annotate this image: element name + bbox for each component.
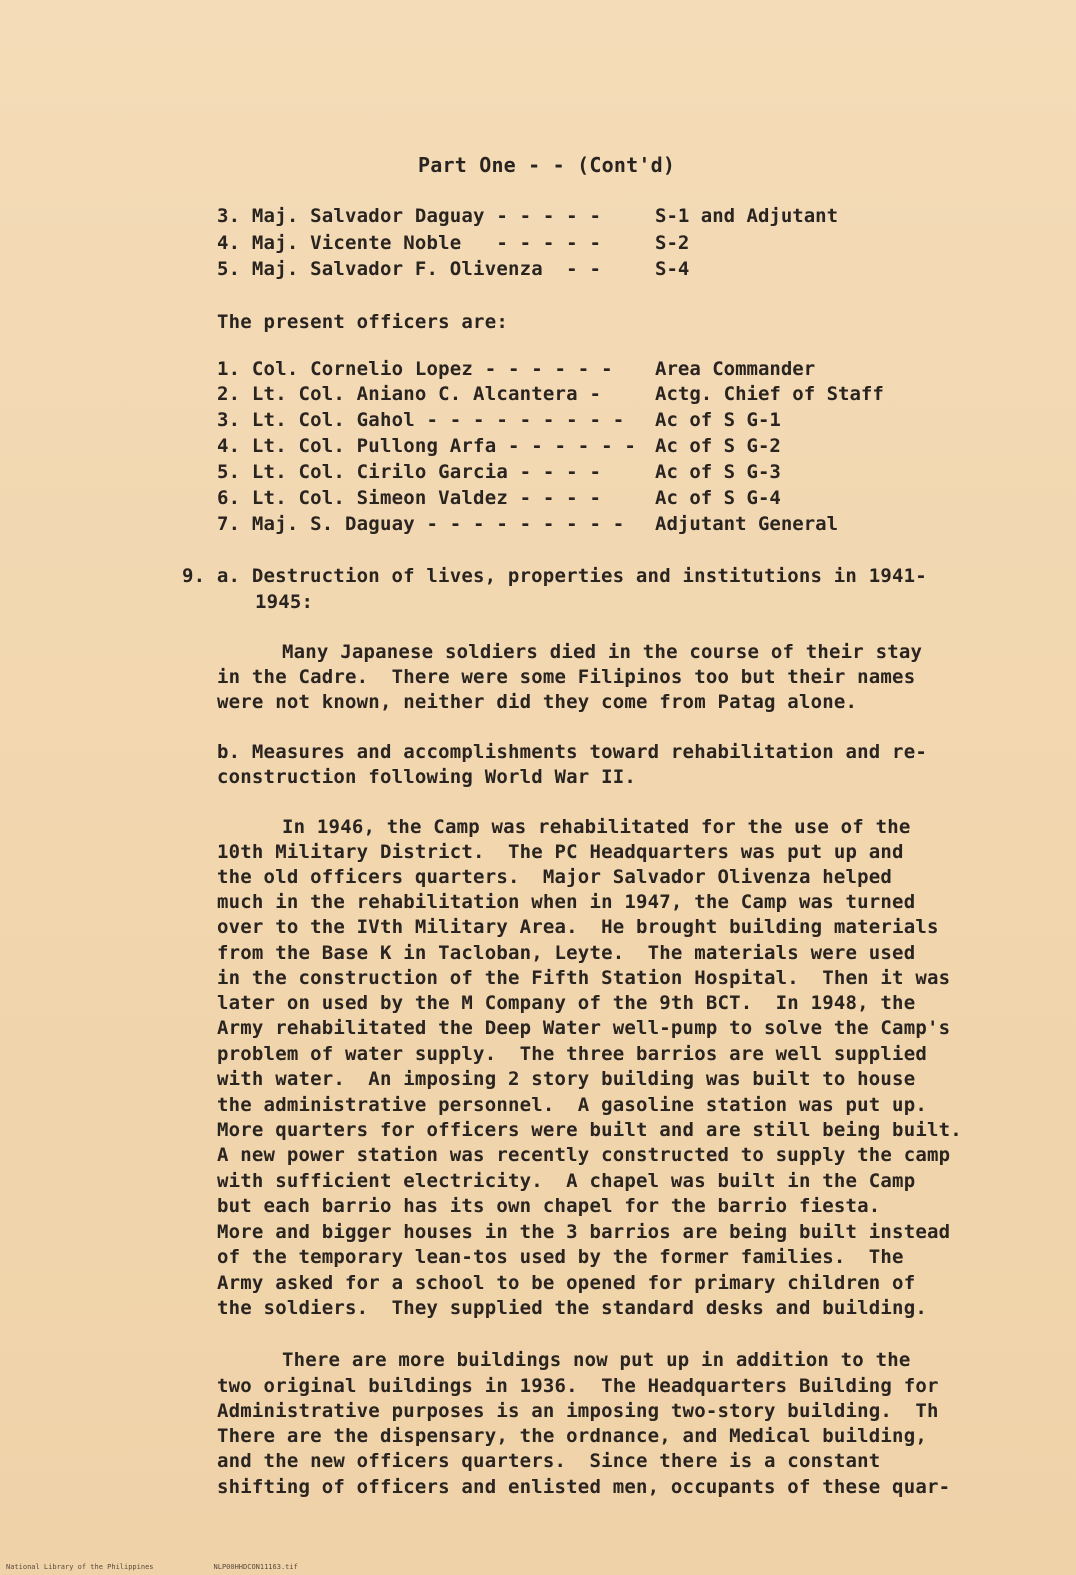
para-9b1-line: 10th Military District. The PC Headquarters was put up and [217,841,904,863]
present-officer-3-role: Ac of S G-1 [655,409,781,431]
prev-officer-4-role: S-2 [655,232,690,254]
present-officer-6-role: Ac of S G-4 [655,487,781,509]
para-9b1-line: of the temporary lean-tos used by the former families. The [217,1246,904,1268]
para-9b2-line: and the new officers quarters. Since there is a constant [217,1450,881,1472]
para-9b2-line: There are the dispensary, the ordnance, and Medical building, [217,1425,927,1447]
para-9b1-line: in the construction of the Fifth Station Hospital. Then it was [217,967,951,989]
para-9b1-line: Army rehabilitated the Deep Water well-pump to solve the Camp's [217,1017,951,1039]
para-9b1-line: the soldiers. They supplied the standard desks and building. [217,1297,927,1319]
present-officer-2: 2. Lt. Col. Aniano C. Alcantera - [217,383,602,405]
present-officer-7-role: Adjutant General [655,513,839,535]
present-officer-4: 4. Lt. Col. Pullong Arfa - - - - - - [217,435,637,457]
present-officer-1: 1. Col. Cornelio Lopez - - - - - - [217,358,613,380]
para-9b1-line: later on used by the M Company of the 9th BCT. In 1948, the [217,992,916,1014]
present-officer-1-role: Area Commander [655,358,816,380]
para-9b1-line: In 1946, the Camp was rehabilitated for the use of the [282,816,911,838]
prev-officer-5-role: S-4 [655,258,690,280]
para-9b1-line: with sufficient electricity. A chapel was built in the Camp [217,1170,916,1192]
section-9b-heading: b. Measures and accomplishments toward rehabilitation and re- [217,741,927,763]
section-9a-heading: 9. a. Destruction of lives, properties and institutions in 1941- [182,565,927,587]
prev-officer-5: 5. Maj. Salvador F. Olivenza - - [217,258,602,280]
footer-file: NLP00HHDCON11163.tif [213,1563,298,1571]
footer-library: National Library of the Philippines [6,1563,154,1571]
para-9a-line: in the Cadre. There were some Filipinos too but their names [217,666,916,688]
para-9b1-line: A new power station was recently constructed to supply the camp [217,1144,951,1166]
para-9b1-line: with water. An imposing 2 story building was built to house [217,1068,916,1090]
para-9b1-line: over to the IVth Military Area. He brought building materials [217,916,939,938]
para-9b1-line: More quarters for officers were built and are still being built. [217,1119,962,1141]
para-9b1-line: More and bigger houses in the 3 barrios are being built instead [217,1221,951,1243]
para-9b2-line: two original buildings in 1936. The Headquarters Building for [217,1375,939,1397]
present-officer-7: 7. Maj. S. Daguay - - - - - - - - - [217,513,625,535]
present-officer-5: 5. Lt. Col. Cirilo Garcia - - - - [217,461,602,483]
prev-officer-3: 3. Maj. Salvador Daguay - - - - - [217,205,602,227]
present-officer-4-role: Ac of S G-2 [655,435,781,457]
section-9a-heading-cont: 1945: [255,591,314,613]
present-officer-2-role: Actg. Chief of Staff [655,383,884,405]
para-9b1-line: but each barrio has its own chapel for the barrio fiesta. [217,1195,881,1217]
scan-footer [6,1563,358,1571]
prev-officer-3-role: S-1 and Adjutant [655,205,839,227]
para-9b2-line: Administrative purposes is an imposing two-story building. Th [217,1400,939,1422]
present-officers-intro: The present officers are: [217,311,508,333]
para-9a-line: were not known, neither did they come from Patag alone. [217,691,858,713]
para-9b2-line: There are more buildings now put up in addition to the [282,1349,911,1371]
para-9b1-line: from the Base K in Tacloban, Leyte. The materials were used [217,942,916,964]
prev-officer-4: 4. Maj. Vicente Noble - - - - - [217,232,602,254]
present-officer-3: 3. Lt. Col. Gahol - - - - - - - - - [217,409,625,431]
para-9a-line: Many Japanese soldiers died in the course of their stay [282,641,923,663]
para-9b1-line: the administrative personnel. A gasoline station was put up. [217,1094,927,1116]
para-9b1-line: the old officers quarters. Major Salvador Olivenza helped [217,866,893,888]
para-9b2-line: shifting of officers and enlisted men, occupants of these quar- [217,1476,951,1498]
page-heading: Part One - - (Cont'd) [418,153,676,177]
para-9b1-line: Army asked for a school to be opened for primary children of [217,1272,916,1294]
para-9b1-line: problem of water supply. The three barrios are well supplied [217,1043,927,1065]
present-officer-5-role: Ac of S G-3 [655,461,781,483]
section-9b-heading-cont: construction following World War II. [217,766,637,788]
present-officer-6: 6. Lt. Col. Simeon Valdez - - - - [217,487,602,509]
para-9b1-line: much in the rehabilitation when in 1947, the Camp was turned [217,891,916,913]
